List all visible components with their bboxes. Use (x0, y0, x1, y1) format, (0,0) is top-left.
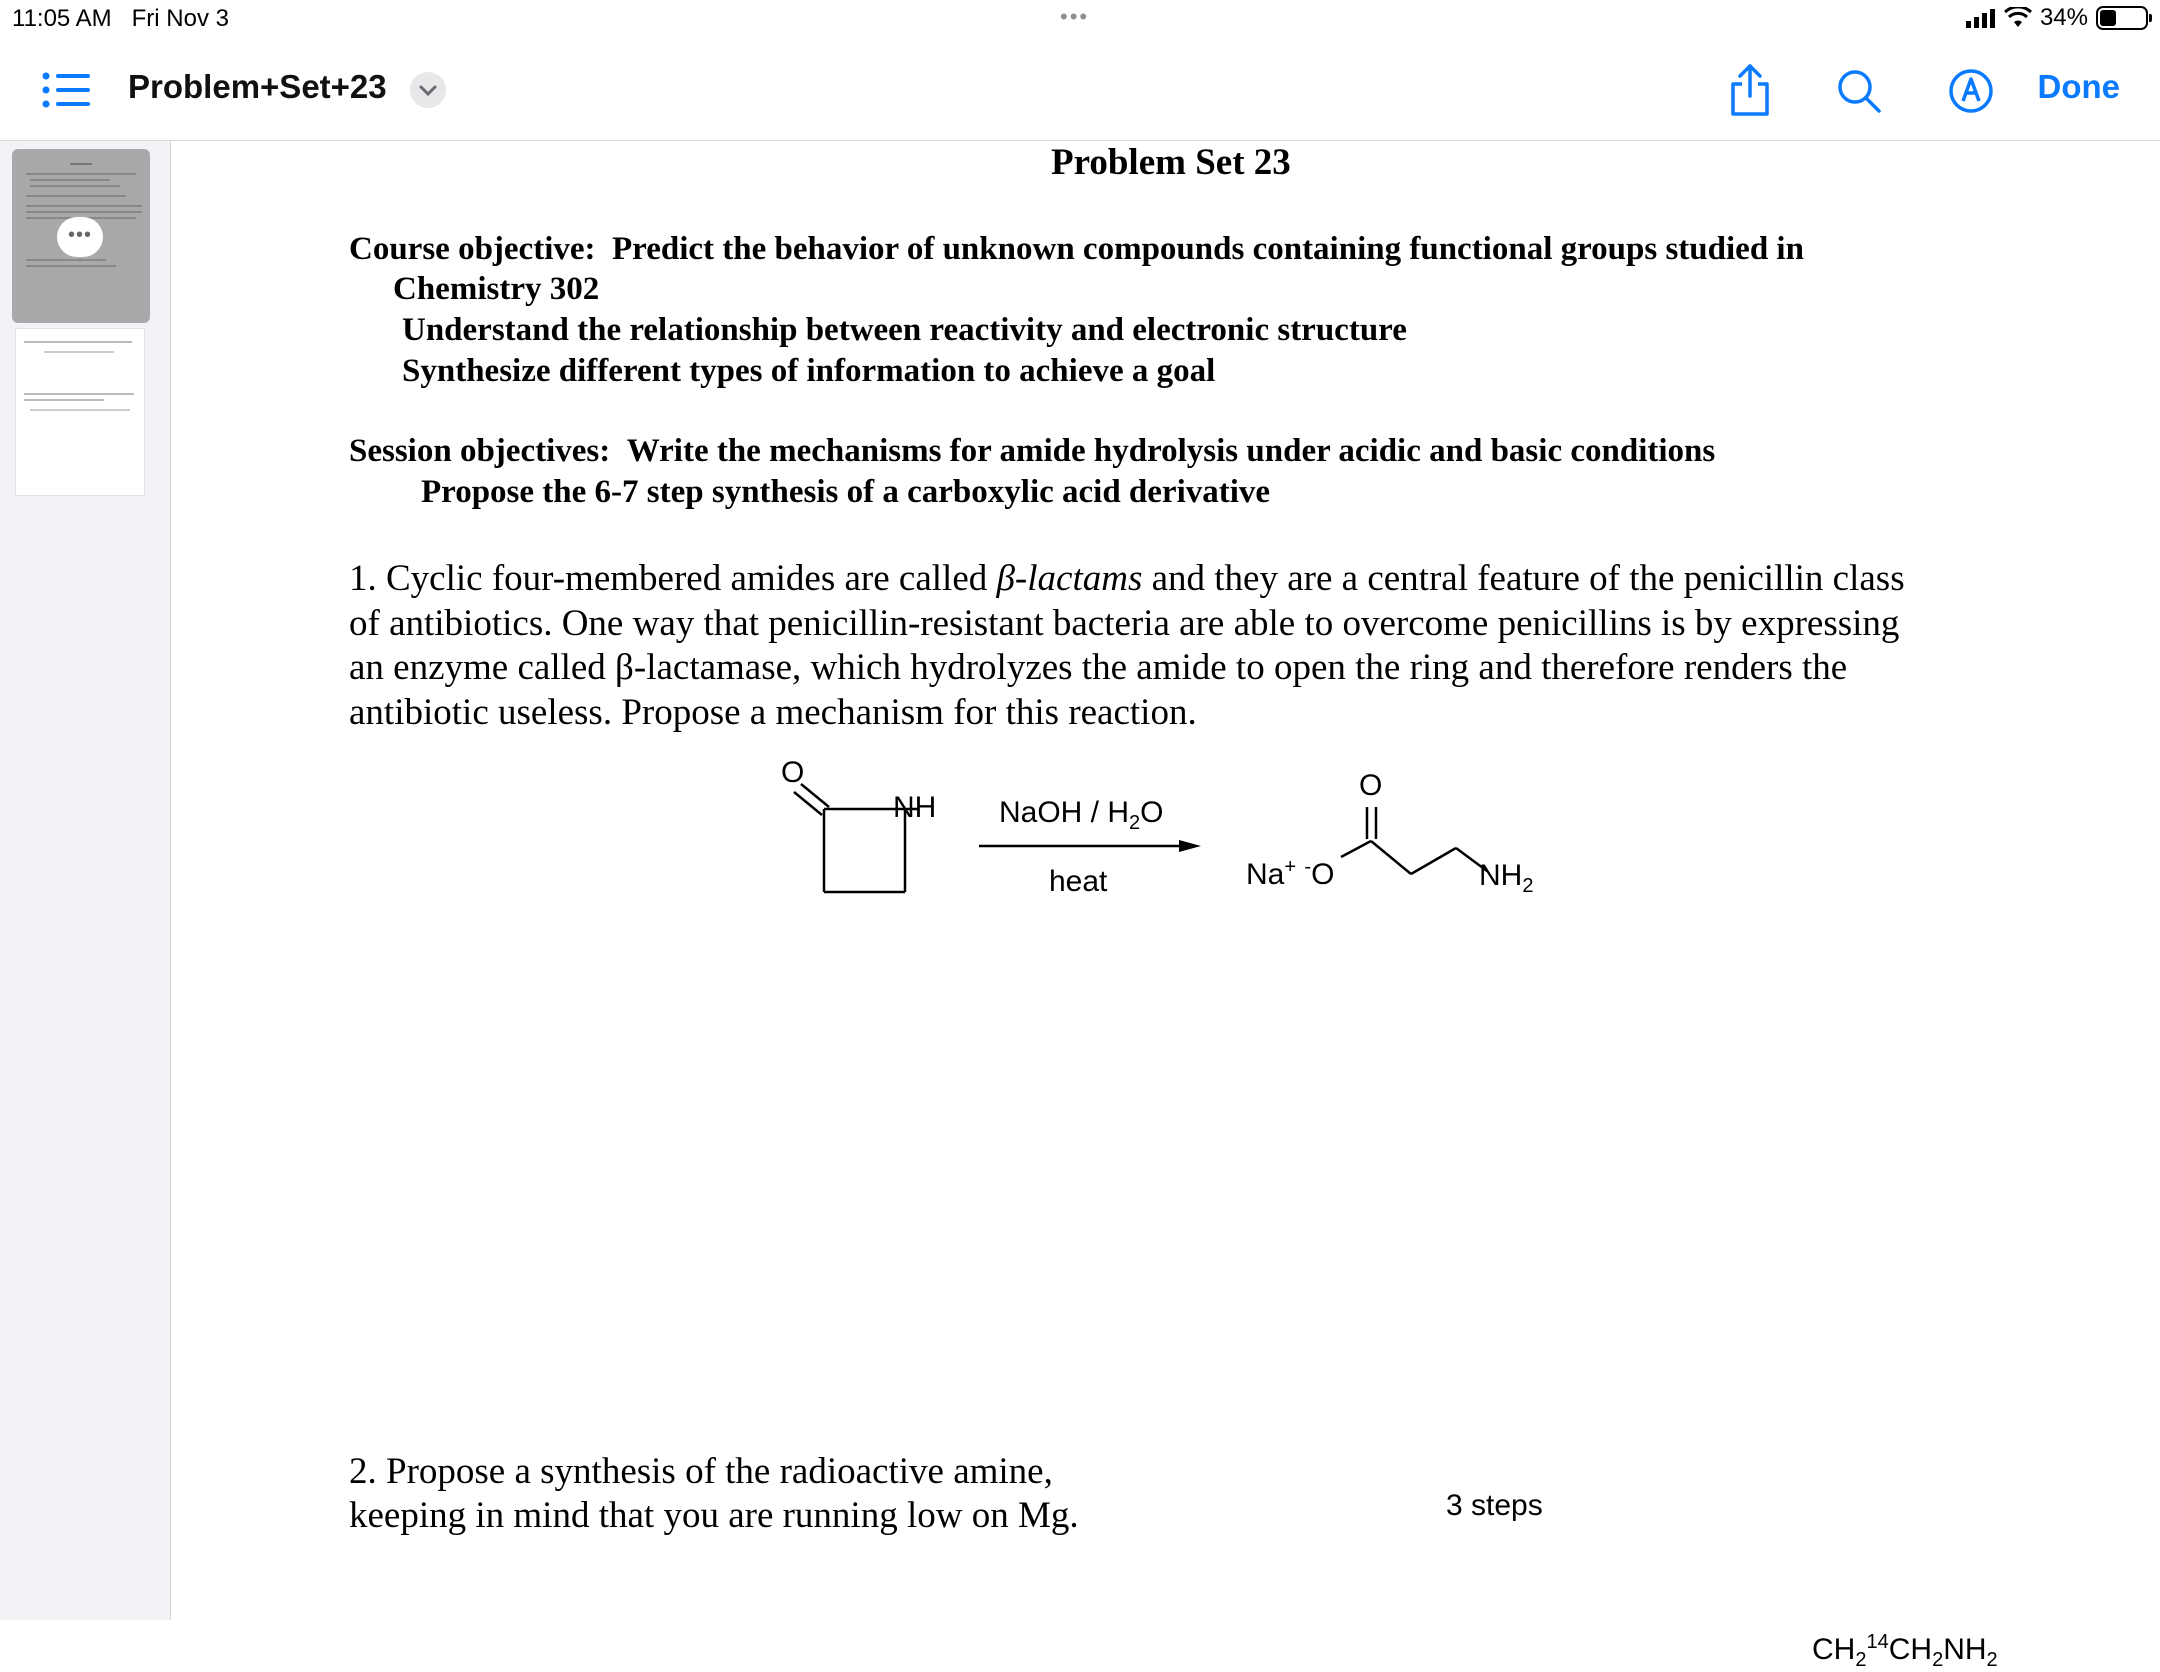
problem2-product-label: $CH_2^{14}CH_2NH_2$ (1812, 1631, 1998, 1671)
course-objective-line3: Understand the relationship between reactivity and electronic structure (402, 312, 1407, 348)
wifi-icon (2004, 7, 2032, 29)
reactant-nh: NH (893, 791, 937, 824)
product-amine: $NH_2$ (1479, 859, 1534, 897)
document-title[interactable]: Problem+Set+23 (128, 68, 387, 105)
session-objectives-line2: Propose the 6-7 step synthesis of a carboxylic acid derivative (421, 474, 1271, 510)
search-icon[interactable] (1836, 68, 1882, 114)
course-objective-label: Course objective: (349, 231, 596, 267)
problem1-line4: antibiotic useless. Propose a mechanism for this reaction. (349, 692, 1197, 733)
amino-carboxylate-structure (1341, 807, 1487, 874)
reagent-label: NaOH / $H_2O$ (999, 796, 1164, 834)
reaction1-scheme (171, 141, 2160, 1620)
cellular-signal-icon (1966, 8, 1996, 28)
status-time: 11:05 AM Fri Nov 3 (12, 5, 229, 32)
product-carbonyl-oxygen: O (1359, 769, 1383, 802)
status-date: Fri Nov 3 (131, 5, 229, 32)
battery-percent: 34% (2039, 4, 2088, 31)
share-icon[interactable] (1728, 62, 1772, 118)
condition-label: heat (1049, 865, 1108, 898)
beta-lactams-term: β-lactams (996, 558, 1143, 599)
problem2-line2: keeping in mind that you are running low on Mg. (349, 1495, 1079, 1536)
page-thumbnail-sidebar (0, 141, 171, 1620)
session-objectives-label: Session objectives: (349, 433, 611, 469)
problem1-line3: an enzyme called β-lactamase, which hydrolyzes the amide to open the ring and therefore renders the (349, 647, 1848, 688)
table-of-contents-icon[interactable] (42, 72, 90, 108)
problem1-line1: 1. Cyclic four-membered amides are called β-lactams and they are a central feature of the penicillin class (349, 558, 1905, 599)
page-thumbnail-2[interactable] (16, 329, 144, 495)
problem2-arrow-label: 3 steps (1446, 1489, 1543, 1522)
problem1-line2: of antibiotics. One way that penicillin-resistant bacteria are able to overcome penicillins is by expressing (349, 603, 1900, 644)
course-objective-line1: Course objective: Predict the behavior of unknown compounds containing functional groups studied in (349, 231, 1804, 267)
product-sodium-ion: Na+ -O (1246, 856, 1335, 891)
battery-icon (2096, 6, 2148, 30)
thumbnail-more-button[interactable]: ••• (57, 217, 103, 257)
nav-bar (0, 40, 2160, 141)
arrowhead (1179, 840, 1201, 852)
multitask-dots[interactable]: ••• (1060, 4, 1090, 29)
page-thumbnail-1[interactable] (12, 149, 150, 323)
document-page (171, 141, 2160, 1671)
page-title: Problem Set 23 (1051, 142, 1291, 183)
reactant-oxygen: O (781, 756, 805, 789)
done-button[interactable]: Done (2037, 68, 2120, 105)
status-bar (0, 0, 2160, 40)
markup-icon[interactable] (1948, 68, 1994, 114)
course-objective-line4: Synthesize different types of information to achieve a goal (402, 353, 1216, 389)
problem2-line1: 2. Propose a synthesis of the radioactive amine, (349, 1451, 1053, 1492)
thumbnail-preview (16, 329, 144, 495)
chevron-down-icon (410, 72, 446, 108)
title-menu-button[interactable] (410, 72, 446, 108)
session-objectives-line1: Session objectives: Write the mechanisms for amide hydrolysis under acidic and basic conditions (349, 433, 1716, 469)
course-objective-line2: Chemistry 302 (393, 271, 600, 307)
